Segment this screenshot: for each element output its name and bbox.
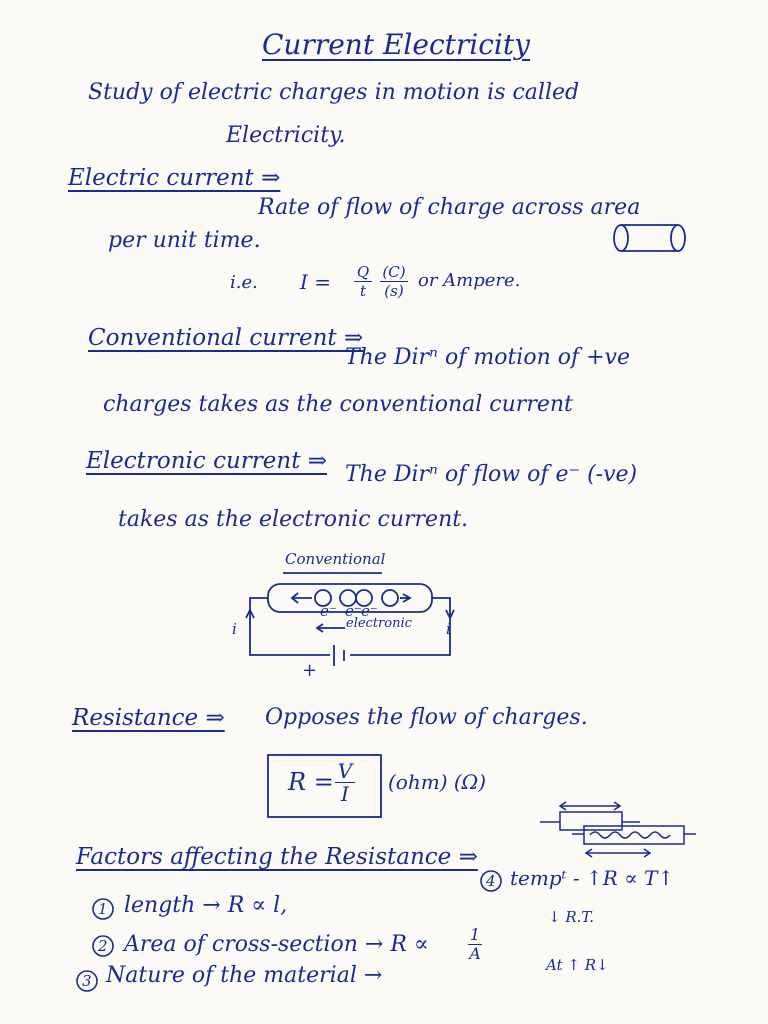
factor-nature: Nature of the material → bbox=[106, 963, 383, 988]
resistance-unit: (ohm) (Ω) bbox=[388, 770, 487, 794]
resistor-sketches bbox=[540, 802, 696, 857]
definition-line-1: Study of electric charges in motion is called bbox=[88, 80, 580, 105]
area-numerator: 1 bbox=[469, 925, 481, 944]
resistance-definition: Opposes the flow of charges. bbox=[265, 705, 588, 730]
factor-number-4: 4 bbox=[486, 872, 496, 890]
diagram-label-electronic: electronic bbox=[346, 616, 412, 631]
diagram-label-conventional: Conventional bbox=[285, 550, 386, 568]
area-fraction bbox=[467, 926, 483, 963]
area-denominator: A bbox=[469, 944, 481, 963]
heading-electronic-current: Electronic current ⇒ bbox=[86, 448, 328, 474]
factor-number-1: 1 bbox=[98, 900, 108, 918]
formula-i: I = bbox=[300, 270, 332, 294]
definition-line-2: Electricity. bbox=[226, 123, 346, 148]
conventional-current-text-1: The Dirⁿ of motion of +ve bbox=[345, 345, 630, 370]
fraction-denominator: t bbox=[359, 282, 367, 300]
temperature-note-2: At ↑ R↓ bbox=[546, 956, 609, 974]
diagram-label-i-right: i bbox=[446, 620, 451, 638]
factor-number-3: 3 bbox=[82, 972, 92, 990]
resistance-fraction bbox=[334, 760, 356, 805]
factor-area: Area of cross-section → R ∝ bbox=[124, 932, 429, 957]
fraction-unit-denominator: (s) bbox=[384, 282, 404, 300]
conventional-current-text-2: charges takes as the conventional current bbox=[103, 392, 573, 417]
formula-fraction-q-t bbox=[353, 263, 373, 300]
heading-resistance: Resistance ⇒ bbox=[72, 705, 225, 731]
formula-ampere: or Ampere. bbox=[418, 270, 521, 291]
electronic-current-text-2: takes as the electronic current. bbox=[118, 507, 469, 532]
formula-fraction-units bbox=[379, 263, 409, 300]
page-title: Current Electricity bbox=[262, 28, 530, 61]
diagram-electron-3: e⁻ bbox=[361, 602, 378, 620]
heading-factors: Factors affecting the Resistance ⇒ bbox=[76, 844, 478, 870]
diagram-label-plus: + bbox=[302, 660, 318, 681]
temperature-note-1: ↓ R.T. bbox=[548, 908, 594, 926]
diagram-label-i-left: i bbox=[232, 620, 237, 638]
diagram-electron-2: e⁻ bbox=[345, 602, 362, 620]
heading-electric-current: Electric current ⇒ bbox=[68, 165, 281, 191]
charge-4 bbox=[382, 590, 398, 606]
cylinder-icon bbox=[614, 225, 685, 251]
resistance-formula-r: R = bbox=[288, 768, 334, 796]
electronic-current-text-1: The Dirⁿ of flow of e⁻ (-ve) bbox=[345, 462, 638, 487]
resistance-numerator: V bbox=[337, 759, 353, 783]
fraction-numerator: Q bbox=[356, 263, 370, 281]
factor-number-2: 2 bbox=[98, 937, 108, 955]
electric-current-text-2: per unit time. bbox=[108, 228, 261, 253]
fraction-unit-numerator: (C) bbox=[382, 263, 406, 281]
heading-conventional-current: Conventional current ⇒ bbox=[88, 325, 364, 351]
factor-length: length → R ∝ l, bbox=[124, 893, 288, 918]
factor-temperature: tempᵗ - ↑R ∝ T↑ bbox=[510, 866, 675, 890]
diagram-electron-1: e⁻ bbox=[320, 602, 337, 620]
resistance-denominator: I bbox=[341, 782, 349, 806]
ie-label: i.e. bbox=[230, 272, 258, 293]
electric-current-text-1: Rate of flow of charge across area bbox=[258, 195, 641, 220]
